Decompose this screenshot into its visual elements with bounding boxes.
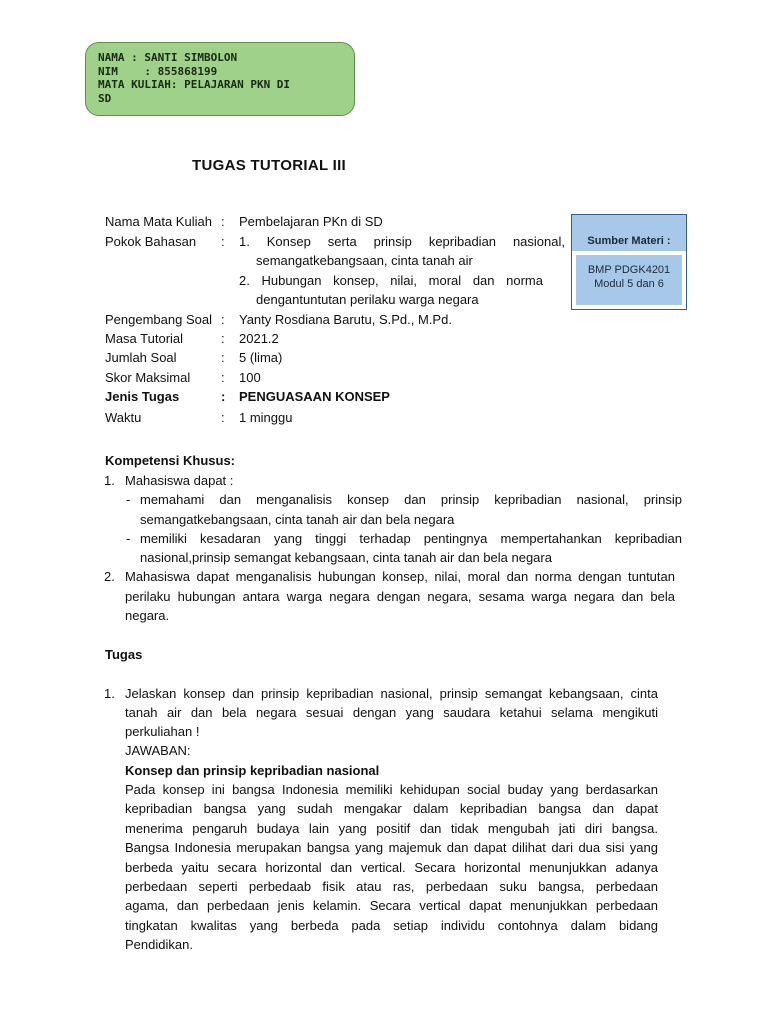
colon: :	[221, 389, 226, 404]
source-material-box	[571, 214, 687, 310]
kompetensi-sub-1-line1: memahami dan menganalisis konsep dan prinsip kepribadian nasional, prinsip	[140, 492, 682, 507]
colon: :	[221, 370, 225, 385]
student-course-line2: SD	[98, 91, 112, 105]
pokok-item-1-line1: 1. Konsep serta prinsip kepribadian nasional,	[239, 234, 565, 249]
pengembang-soal-label: Pengembang Soal	[105, 312, 212, 327]
tugas-heading: Tugas	[105, 647, 143, 662]
pokok-item-1-line2: semangatkebangsaan, cinta tanah air	[256, 253, 473, 268]
kompetensi-sub-2-line1: memiliki kesadaran yang tinggi terhadap pentingnya mempertahankan kepribadian	[140, 531, 682, 546]
list-number: 1.	[104, 473, 115, 488]
kompetensi-sub-2-line2: nasional,prinsip semangat kebangsaan, cinta tanah air dan bela negara	[140, 550, 552, 565]
jenis-tugas-value: PENGUASAAN KONSEP	[239, 389, 390, 404]
pengembang-soal-value: Yanty Rosdiana Barutu, S.Pd., M.Pd.	[239, 312, 452, 327]
student-name: NAMA : SANTI SIMBOLON	[98, 51, 238, 64]
kompetensi-sub-1-line2: semangatkebangsaan, cinta tanah air dan bela negara	[140, 512, 455, 527]
colon: :	[221, 350, 225, 365]
student-nim: NIM : 855868199	[98, 64, 218, 78]
masa-tutorial-label: Masa Tutorial	[105, 331, 184, 346]
colon: :	[221, 410, 225, 425]
student-info-box	[85, 42, 355, 116]
answer-line: menerima pengaruh budaya lain yang positif dan tidak mengubah jati diri bangsa.	[125, 820, 658, 836]
answer-paragraph	[125, 780, 658, 955]
answer-line: tingkatan kwalitas yang berbeda pada setiap individu contohnya dalam bidang	[125, 917, 658, 933]
kompetensi-item-2-line1: Mahasiswa dapat menganalisis hubungan konsep, nilai, moral dan norma dengan tuntutan	[125, 569, 675, 584]
answer-line: Pada konsep ini bangsa Indonesia memiliki kehidupan social buday yang berdasarkan	[125, 782, 658, 797]
source-line-1: BMP PDGK4201	[587, 264, 671, 276]
kompetensi-item-2-line2: perilaku hubungan antara warga negara dengan negara, sesama warga negara dan bela	[125, 589, 675, 604]
list-number: 2.	[104, 569, 115, 584]
list-dash: -	[126, 492, 131, 507]
source-heading: Sumber Materi :	[572, 231, 686, 251]
list-number: 1.	[104, 686, 115, 701]
page-title: TUGAS TUTORIAL III	[192, 157, 347, 174]
answer-line: berbeda yaitu secara horizontal dan vertical. Secara horizontal menunjukkan adanya	[125, 859, 658, 875]
question-1-line2: tanah air dan bela negara sesuai dengan yang saudara ketahui selama mengikuti	[125, 705, 658, 720]
waktu-value: 1 minggu	[239, 410, 293, 425]
list-dash: -	[126, 531, 131, 546]
kompetensi-heading: Kompetensi Khusus:	[105, 453, 236, 468]
waktu-label: Waktu	[105, 410, 142, 425]
colon: :	[221, 331, 225, 346]
source-box-header-band	[572, 215, 686, 231]
answer-line: agama, dan perbedaan jenis kelamin. Secara vertical dapat menunjukkan perbedaan	[125, 898, 658, 914]
jumlah-soal-label: Jumlah Soal	[105, 350, 177, 365]
answer-line: kepribadian bangsa yang sudah mengakar dalam kepribadian bangsa dan dapat	[125, 801, 658, 817]
question-1-line1: Jelaskan konsep dan prinsip kepribadian nasional, prinsip semangat kebangsaan, cinta	[125, 686, 658, 701]
student-course-line1: MATA KULIAH: PELAJARAN PKN DI	[98, 78, 291, 91]
skor-maksimal-value: 100	[239, 370, 261, 385]
pokok-item-2-line2: dengantuntutan perilaku warga negara	[256, 292, 479, 307]
mata-kuliah-value: Pembelajaran PKn di SD	[239, 214, 383, 229]
answer-line: Pendidikan.	[125, 937, 193, 953]
mata-kuliah-label: Nama Mata Kuliah	[105, 214, 212, 229]
pokok-item-2-line1: 2. Hubungan konsep, nilai, moral dan norma	[239, 273, 543, 288]
skor-maksimal-label: Skor Maksimal	[105, 370, 191, 385]
colon: :	[221, 234, 225, 249]
colon: :	[221, 214, 225, 229]
answer-line: Bangsa Indonesia merupakan bangsa yang majemuk dan dapat dilihat dari dua sisi yang	[125, 840, 658, 856]
kompetensi-item-1: Mahasiswa dapat :	[125, 473, 234, 488]
jenis-tugas-label: Jenis Tugas	[105, 389, 180, 404]
answer-heading: Konsep dan prinsip kepribadian nasional	[125, 763, 380, 778]
source-line-2: Modul 5 dan 6	[594, 278, 664, 290]
colon: :	[221, 312, 225, 327]
source-body	[576, 255, 682, 305]
jawaban-label: JAWABAN:	[125, 743, 191, 758]
kompetensi-item-2-line3: negara.	[125, 608, 170, 623]
masa-tutorial-value: 2021.2	[239, 331, 279, 346]
question-1-line3: perkuliahan !	[125, 724, 200, 739]
pokok-bahasan-label: Pokok Bahasan	[105, 234, 197, 249]
jumlah-soal-value: 5 (lima)	[239, 350, 283, 365]
answer-line: perbedaan seperti perbedaab fisik atau ras, perbedaan suku bangsa, perbedaan	[125, 879, 658, 895]
